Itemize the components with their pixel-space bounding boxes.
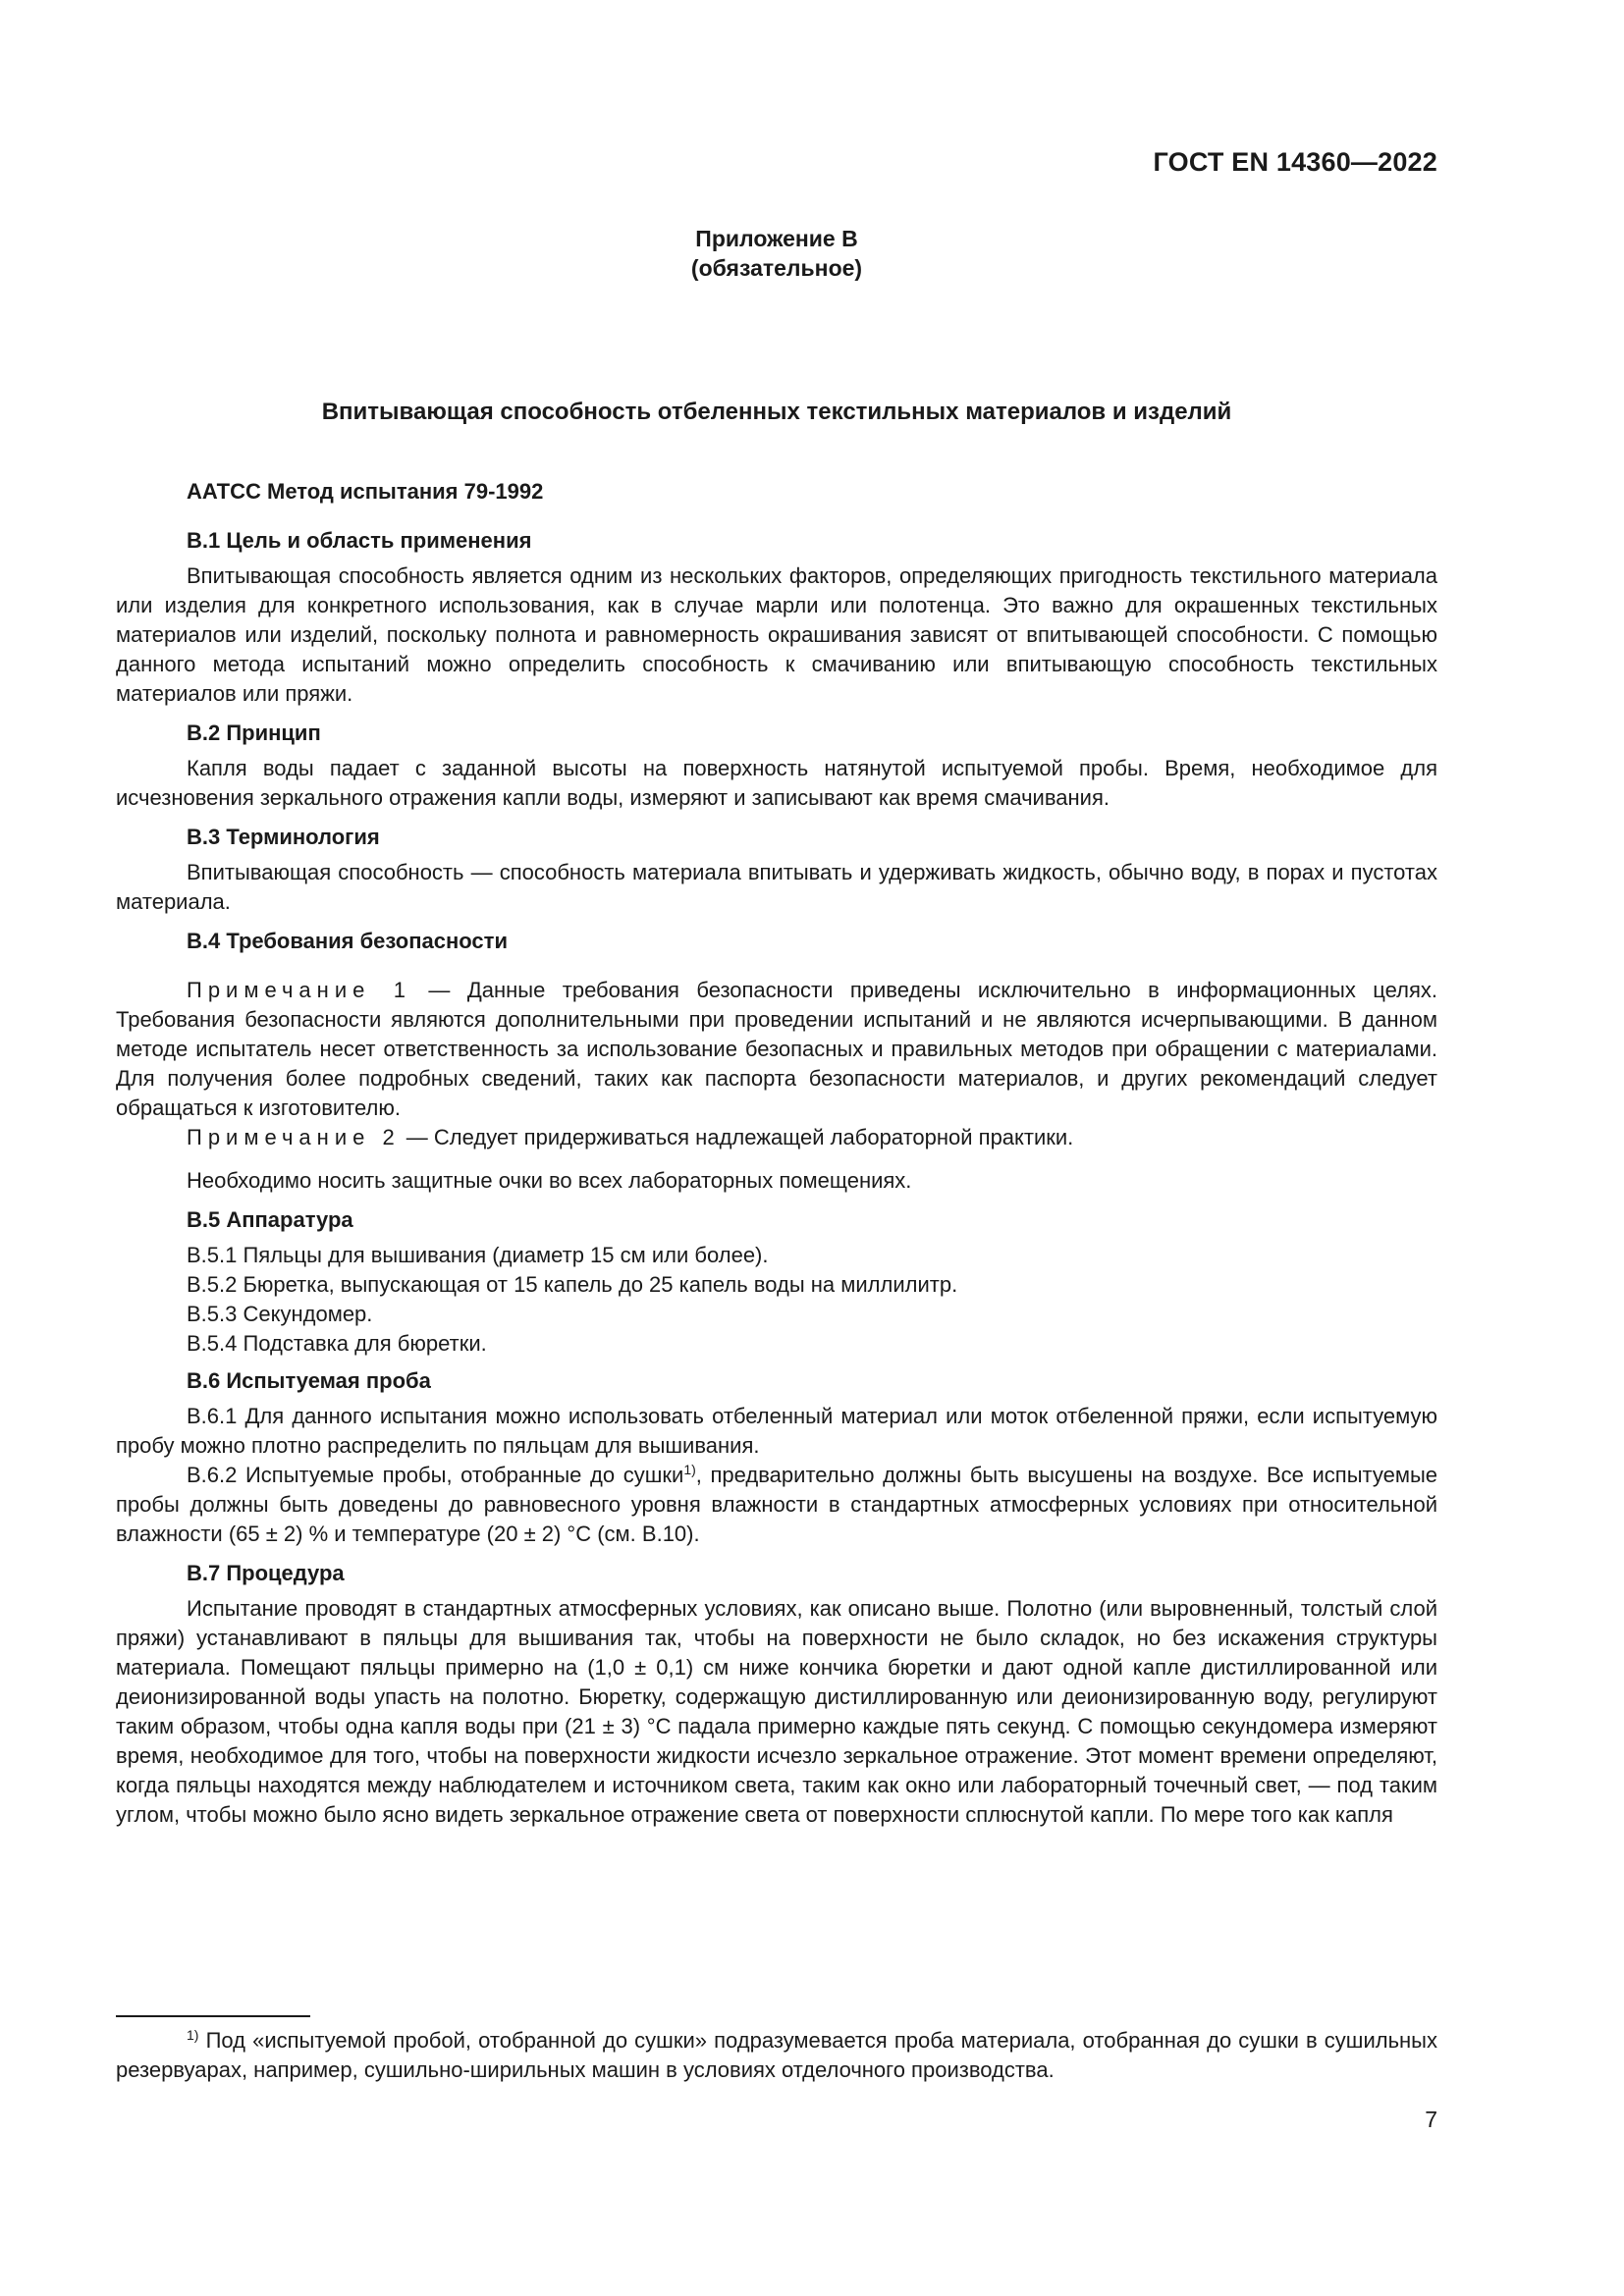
footnote-text: Под «испытуемой пробой, отобранной до сушки» подразумевается проба материала, отобранная до сушки в сушильных резервуарах, например, сушильно-ширильных машин в условиях отделочного производства. <box>116 2028 1437 2082</box>
section-b7-paragraph: Испытание проводят в стандартных атмосферных условиях, как описано выше. Полотно (или выровненный, толстый слой пряжи) устанавливают в пяльцы для вышивания так, чтобы на поверхности не было складок, но без искажения структуры материала. Помещают пяльцы примерно на (1,0 ± 0,1) см ниже кончика бюретки и дают одной капле дистиллированной или деионизированной воды упасть на полотно. Бюретку, содержащую дистиллированную или деионизированную воду, регулируют таким образом, чтобы одна капля воды при (21 ± 3) °С падала примерно каждые пять секунд. С помощью секундомера измеряют время, необходимое для того, чтобы на поверхности жидкости исчезло зеркальное отражение. Этот момент времени определяют, когда пяльцы находятся между наблюдателем и источником света, таким как окно или лабораторный точечный свет, — под таким углом, чтобы можно было ясно видеть зеркальное отражение света от поверхности сплюснутой капли. По мере того как капля <box>116 1596 1437 1827</box>
method-heading: ААТСС Метод испытания 79-1992 <box>187 479 544 504</box>
section-heading-b3: B.3 Терминология <box>187 825 380 849</box>
b6-2-text-start: B.6.2 Испытуемые пробы, отобранные до сушки <box>187 1463 684 1487</box>
section-heading-b5: B.5 Аппаратура <box>187 1207 353 1232</box>
document-code: ГОСТ EN 14360—2022 <box>1153 147 1437 177</box>
footnote <box>116 2026 1437 2085</box>
note-text: — Данные требования безопасности приведены исключительно в информационных целях. Требования безопасности являются дополнительными при проведении испытаний и не являются исчерпывающими. В данном методе испытатель несет ответственность за использование безопасных и правильных методов при обращении с материалами. Для получения более подробных сведений, таких как паспорта безопасности материалов, и других рекомендаций следует обращаться к изготовителю. <box>116 978 1437 1120</box>
note-label: Примечание 1 <box>187 978 411 1002</box>
annex-heading <box>116 224 1437 283</box>
apparatus-item: B.5.1 Пяльцы для вышивания (диаметр 15 см или более). <box>187 1243 769 1267</box>
section-b4-paragraph: Необходимо носить защитные очки во всех лабораторных помещениях. <box>187 1168 912 1193</box>
section-heading-b7: B.7 Процедура <box>187 1561 345 1585</box>
note-label: Примечание 2 <box>187 1125 401 1149</box>
safety-note-1 <box>116 976 1437 1123</box>
annex-status: (обязательное) <box>690 255 863 281</box>
apparatus-item: B.5.3 Секундомер. <box>187 1302 373 1326</box>
section-heading-b4: B.4 Требования безопасности <box>187 929 508 953</box>
apparatus-item: B.5.4 Подставка для бюретки. <box>187 1331 487 1356</box>
section-b2-paragraph: Капля воды падает с заданной высоты на поверхность натянутой испытуемой пробы. Время, необходимое для исчезновения зеркального отражения капли воды, измеряют и записывают как время смачивания. <box>116 756 1437 810</box>
document-page <box>116 0 1437 2296</box>
footnote-separator <box>116 2015 310 2017</box>
safety-note-2 <box>116 1123 1437 1152</box>
section-b6-paragraph-2 <box>116 1461 1437 1549</box>
main-title: Впитывающая способность отбеленных текстильных материалов и изделий <box>321 399 1232 425</box>
section-heading-b2: B.2 Принцип <box>187 721 321 745</box>
section-b6-paragraph-1: B.6.1 Для данного испытания можно использовать отбеленный материал или моток отбеленной пряжи, если испытуемую пробу можно плотно распределить по пяльцам для вышивания. <box>116 1404 1437 1458</box>
footnote-reference: 1) <box>683 1462 696 1477</box>
annex-title: Приложение B <box>695 226 858 251</box>
section-heading-b1: B.1 Цель и область применения <box>187 528 532 553</box>
section-heading-b6: B.6 Испытуемая проба <box>187 1368 431 1393</box>
b6-2-text-end: , предварительно должны быть высушены на воздухе. Все испытуемые пробы должны быть доведены до равновесного уровня влажности в стандартных атмосферных условиях при относительной влажности (65 ± 2) % и температуре (20 ± 2) °С (см. B.10). <box>116 1463 1438 1546</box>
page-number: 7 <box>1425 2107 1437 2132</box>
document-body <box>116 477 1437 1840</box>
note-text: — Следует придерживаться надлежащей лабораторной практики. <box>400 1125 1074 1149</box>
footnote-marker: 1) <box>187 2027 199 2043</box>
section-b3-paragraph: Впитывающая способность — способность материала впитывать и удерживать жидкость, обычно воду, в порах и пустотах материала. <box>116 860 1437 914</box>
section-b1-paragraph: Впитывающая способность является одним из нескольких факторов, определяющих пригодность текстильного материала или изделия для конкретного использования, как в случае марли или полотенца. Это важно для окрашенных текстильных материалов или изделий, поскольку полнота и равномерность окрашивания зависят от впитывающей способности. С помощью данного метода испытаний можно определить способность к смачиванию или впитывающую способность текстильных материалов или пряжи. <box>116 563 1437 706</box>
apparatus-item: B.5.2 Бюретка, выпускающая от 15 капель до 25 капель воды на миллилитр. <box>187 1272 958 1297</box>
